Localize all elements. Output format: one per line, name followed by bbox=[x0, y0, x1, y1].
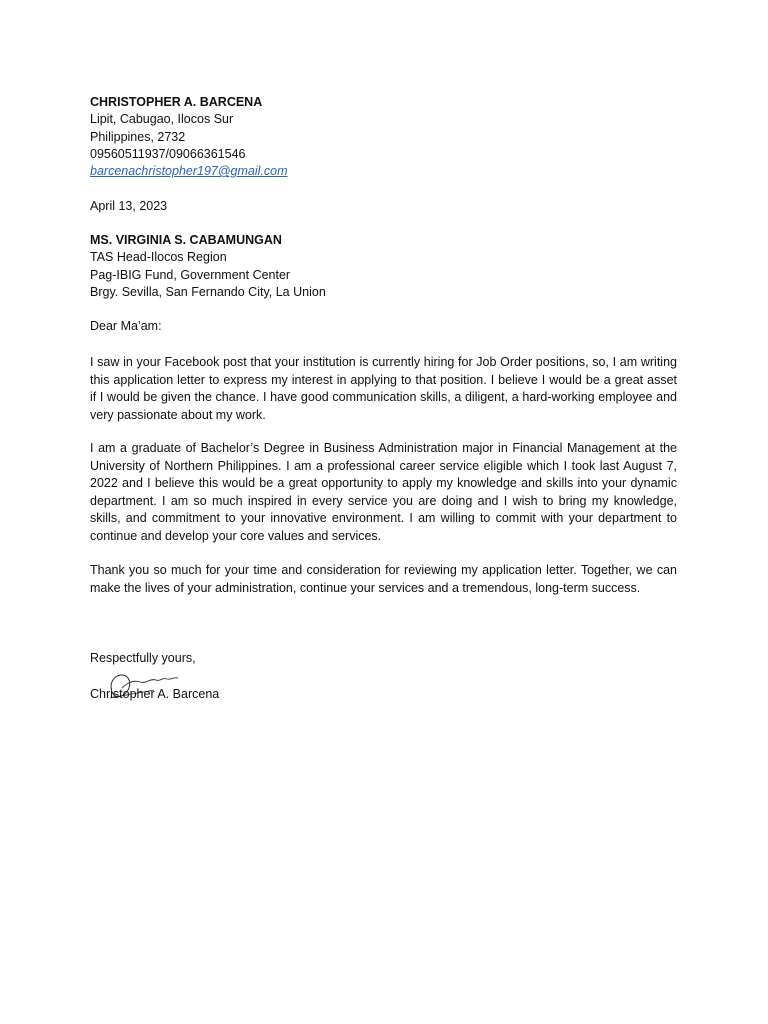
recipient-name: MS. VIRGINIA S. CABAMUNGAN bbox=[90, 233, 282, 247]
paragraph-3: Thank you so much for your time and consideration for reviewing my application letter. Together, we can make the lives of your administration, continue your services and a tremendous, long-term success. bbox=[90, 563, 677, 595]
closing: Respectfully yours, bbox=[90, 651, 196, 665]
sender-address-line1: Lipit, Cabugao, Ilocos Sur bbox=[90, 112, 234, 127]
salutation: Dear Ma’am: bbox=[90, 319, 162, 333]
signatory-name: Christopher A. Barcena bbox=[90, 687, 220, 701]
closing-block bbox=[90, 650, 677, 667]
recipient-office: Pag-IBIG Fund, Government Center bbox=[90, 267, 291, 282]
paragraph-2: I am a graduate of Bachelor’s Degree in Business Administration major in Financial Management at the University of Northern Philippines. I am a professional career service eligible which I took last August 7, 2022 and I believe this would be a great opportunity to apply my knowledge and skills into your dynamic department. I am so much inspired in every service you are doing and I wish to bring my knowledge, skills, and commitment to your innovative environment. I am willing to commit with your department to continue and develop your core values and services. bbox=[90, 441, 677, 543]
recipient-address: Brgy. Sevilla, San Fernando City, La Union bbox=[90, 284, 326, 299]
sender-block bbox=[90, 94, 677, 180]
sender-phone: 09560511937/09066361546 bbox=[90, 146, 246, 161]
paragraph-1: I saw in your Facebook post that your institution is currently hiring for Job Order positions, so, I am writing this application letter to express my interest in applying to that position. I believe I would be a great asset if I would be given the chance. I have good communication skills, a diligent, a hard-working employee and very passionate about my work. bbox=[90, 355, 677, 422]
date-block bbox=[90, 198, 677, 215]
letter-date: April 13, 2023 bbox=[90, 199, 168, 213]
recipient-title: TAS Head-Ilocos Region bbox=[90, 250, 227, 265]
sender-email-link[interactable]: barcenachristopher197@gmail.com bbox=[90, 164, 288, 179]
sender-name: CHRISTOPHER A. BARCENA bbox=[90, 95, 263, 109]
sender-address-line2: Philippines, 2732 bbox=[90, 129, 186, 144]
salutation-block bbox=[90, 318, 677, 335]
signatory-block bbox=[90, 686, 677, 703]
recipient-block bbox=[90, 232, 677, 301]
